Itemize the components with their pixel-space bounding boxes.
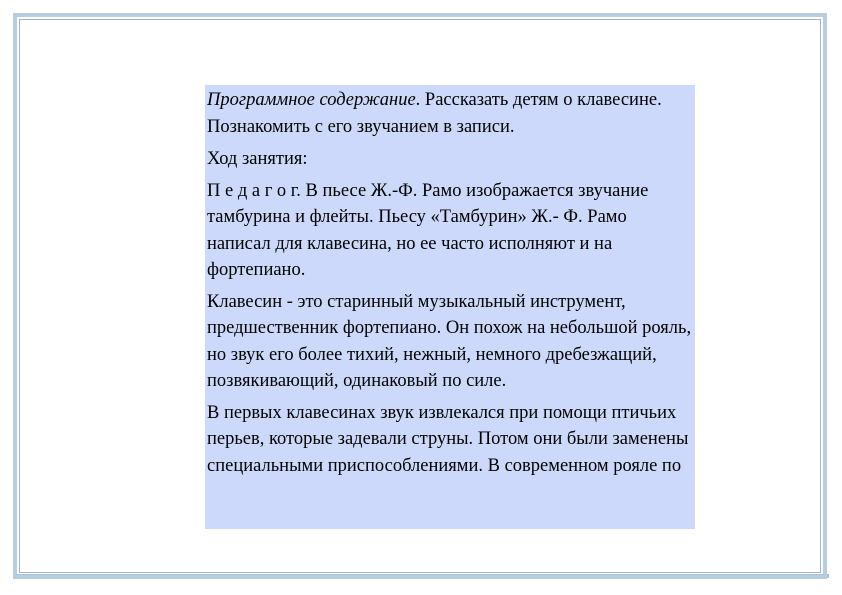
intro-italic-label: Программное содержание bbox=[207, 90, 416, 110]
paragraph-2: Клавесин - это старинный музыкальный инструмент, предшественник фортепиано. Он похож на небольшой рояль, но звук его более тихий, нежный, немного дребезжащий, позвякивающий, одинаковый по силе. bbox=[207, 291, 692, 391]
text-box bbox=[205, 85, 695, 529]
intro-paragraph bbox=[207, 87, 695, 140]
paragraph-3: В первых клавесинах звук извлекался при помощи птичьих перьев, которые задевали струны. Потом они были заменены специальными приспособлениями. В современном рояле по bbox=[207, 402, 689, 476]
paragraph-1: П е д а г о г. В пьесе Ж.-Ф. Рамо изображается звучание тамбурина и флейты. Пьесу «Тамбурин» Ж.- Ф. Рамо написал для клавесина, но ее часто исполняют и на фортепиано. bbox=[207, 180, 649, 280]
intro-text: . Рассказать детям о клавесине. Познакомить с его звучанием в записи. bbox=[207, 90, 662, 137]
lesson-heading: Ход занятия: bbox=[207, 149, 308, 169]
